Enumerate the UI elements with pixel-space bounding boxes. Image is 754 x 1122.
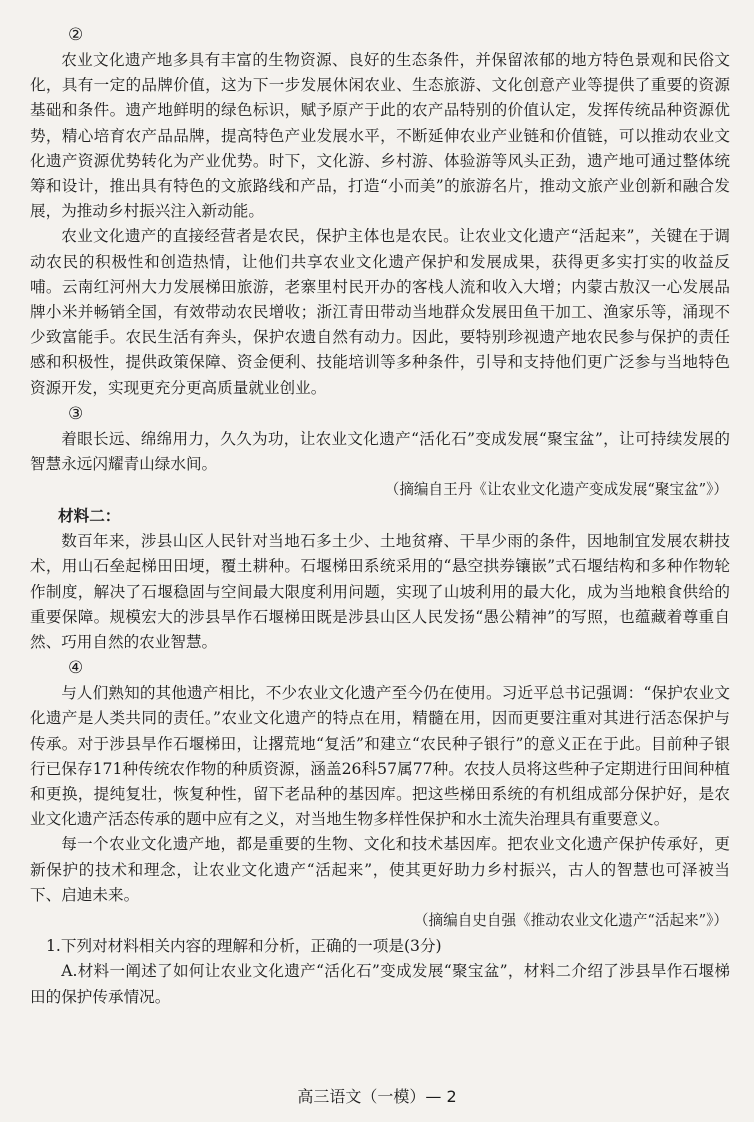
page-content bbox=[30, 22, 730, 1010]
section-marker-2: ② bbox=[68, 25, 84, 45]
paragraph: 每一个农业文化遗产地，都是重要的生物、文化和技术基因库。把农业文化遗产保护传承好，更新保护的技术和理念，让农业文化遗产“活起来”，使其更好助力乡村振兴，古人的智慧也可泽被当下、启迪未来。 bbox=[30, 835, 730, 904]
source-citation: （摘编自王丹《让农业文化遗产变成发展“聚宝盆”》） bbox=[384, 481, 728, 499]
question-stem: 1.下列对材料相关内容的理解和分析，正确的一项是(3分) bbox=[46, 937, 442, 956]
section-marker-4: ④ bbox=[68, 658, 84, 679]
page-footer: 高三语文（一模）— 2 bbox=[297, 1087, 457, 1106]
paragraph: 着眼长远、绵绵用力，久久为功，让农业文化遗产“活化石”变成发展“聚宝盆”，让可持续发展的智慧永远闪耀青山绿水间。 bbox=[30, 429, 730, 474]
paragraph: 与人们熟知的其他遗产相比，不少农业文化遗产至今仍在使用。习近平总书记强调：“保护农业文化遗产是人类共同的责任。”农业文化遗产的特点在用，精髓在用，因而更要注重对其进行活态保护与传承。对于涉县旱作石堰梯田，让撂荒地“复活”和建立“农民种子银行”的意义正在于此。目前种子银行已保存171种传统农作物的种质资源，涵盖26科57属77种。农技人员将这些种子定期进行田间种植和更换，提纯复壮，恢复种性，留下老品种的基因库。把这些梯田系统的有机组成部分保护好，是农业文化遗产活态传承的题中应有之义，对当地生物多样性保护和水土流失治理具有重要意义。 bbox=[30, 684, 730, 829]
source-citation: （摘编自史自强《推动农业文化遗产“活起来”》） bbox=[413, 912, 728, 930]
paragraph: 农业文化遗产的直接经营者是农民，保护主体也是农民。让农业文化遗产“活起来”，关键在于调动农民的积极性和创造热情，让他们共享农业文化遗产保护和发展成果，获得更多实打实的收益反哺。云南红河州大力发展梯田旅游，老寨里村民开办的客栈人流和收入大增；内蒙古敖汉一心发展品牌小米并畅销全国，有效带动农民增收；浙江青田带动当地群众发展田鱼干加工、渔家乐等，涌现不少致富能手。农民生活有奔头，保护农遗自然有动力。因此，要特别珍视遗产地农民参与保护的责任感和积极性，提供政策保障、资金便利、技能培训等多种条件，引导和支持他们更广泛参与当地特色资源开发，实现更充分更高质量就业创业。 bbox=[30, 227, 730, 397]
material-two-heading: 材料二： bbox=[58, 507, 121, 526]
paragraph: 数百年来，涉县山区人民针对当地石多土少、土地贫瘠、干旱少雨的条件，因地制宜发展农耕技术，用山石垒起梯田田埂，覆土耕种。石堰梯田系统采用的“悬空拱券镶嵌”式石堰结构和多种作物轮作制度，解决了石堰稳固与空间最大限度利用问题，实现了山坡利用的最大化，成为当地粮食供给的重要保障。规模宏大的涉县旱作石堰梯田既是涉县山区人民发扬“愚公精神”的写照，也蕴藏着尊重自然、巧用自然的农业智慧。 bbox=[30, 532, 730, 652]
question-option-a: A.材料一阐述了如何让农业文化遗产“活化石”变成发展“聚宝盆”，材料二介绍了涉县旱作石堰梯田的保护传承情况。 bbox=[30, 962, 730, 1006]
section-marker-3: ③ bbox=[68, 403, 84, 424]
paragraph: 农业文化遗产地多具有丰富的生物资源、良好的生态条件，并保留浓郁的地方特色景观和民俗文化，具有一定的品牌价值，这为下一步发展休闲农业、生态旅游、文化创意产业等提供了重要的资源基础和条件。遗产地鲜明的绿色标识，赋予原产于此的农产品特别的价值认定，发挥传统品种资源优势，精心培育农产品品牌，提高特色产业发展水平，不断延伸农业产业链和价值链，可以推动农业文化遗产资源优势转化为产业优势。时下，文化游、乡村游、体验游等风头正劲，遗产地可通过整体统筹和设计，推出具有特色的文旅路线和产品，打造“小而美”的旅游名片，推动文旅产业创新和融合发展，为推动乡村振兴注入新动能。 bbox=[30, 51, 730, 221]
